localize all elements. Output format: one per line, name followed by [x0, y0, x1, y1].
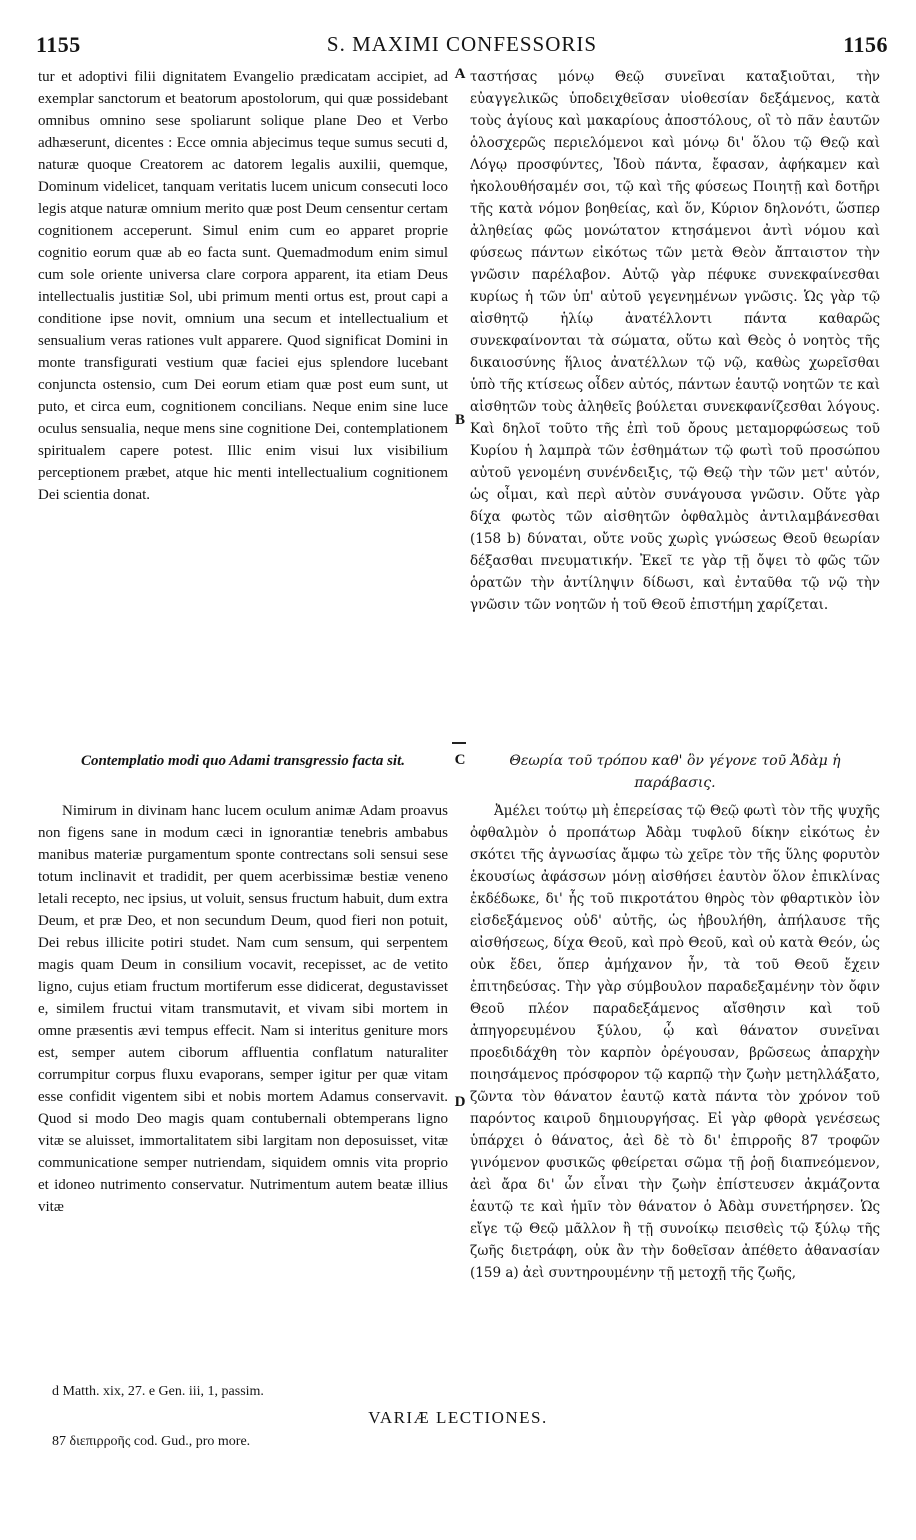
- latin-text-2: Nimirum in divinam hanc lucem oculum animæ Adam proavus non figens sane in modum cæci in ignorantiæ tenebris ambabus manibus materiæ purgamentum sponte contrectans soli sensui sese totum inclinavit et tradidit, per quem acerbissimæ bestiæ veneno letali recepto, nec ipsius, ut voluit, sensus fructum habuit, dum extra Deum, et præ Deo, et non secundum Deum, quod fieri non potuit, Dei rebus illicite potiri studet. Nam cum sensum, qui serpentem magis quam Deum in consilium vocavit, recepisset, ac de vetito ligno, cujus etiam fructum mortiferum esse didicerat, degustavisset e, similem fructui vitam transmutavit, et vivam sibi mortem in omne præsentis ævi tempus effecit. Nam si interitus geniture mors est, semper autem ciborum affluentia conflatum naturaliter corrumpitur corpus fluxu evaporans, semper igitur per quæ vitam esse confidit vigentem sibi et nobis mortem Adamus conservavit. Quod si modo Deo magis quam contubernali obtemperans ligno vitæ se aluisset, immortalitatem sibi largitam non deposuisset, vitæ communicatione semper nutriendam, siquidem omnis vita proprio et idoneo nutrimento conservatur. Nutrimentum autem beatæ illius vitæ: [38, 803, 448, 1215]
- margin-letter-b: B: [454, 412, 465, 428]
- page-header: [36, 32, 888, 68]
- greek-column-section-2: [470, 800, 880, 1380]
- margin-letter-d: D: [454, 1094, 466, 1110]
- latin-column-section-2: [38, 800, 448, 1380]
- greek-section-heading: Θεωρία τοῦ τρόπου καθ' ὃν γέγονε τοῦ Ἀδὰμ ἡ παράβασις.: [509, 753, 841, 791]
- section-divider: [452, 742, 466, 744]
- greek-text-2: Ἀμέλει τούτῳ μὴ ἐπερείσας τῷ Θεῷ φωτὶ τὸν τῆς ψυχῆς ὀφθαλμὸν ὁ προπάτωρ Ἀδὰμ τυφλοῦ δίκην εἰκότως ἐν σκότει τῆς ἀγνωσίας ἄμφω τὼ χεῖρε τὸν τῆς ὕλης φορυτὸν ἑκουσίως ἀφάσσων μόνῃ αἰσθήσει ἑαυτὸν ὅλον ἐπικλίνας ἐκδέδωκε, δι' ἧς τοῦ πικροτάτου θηρὸς τὸν φθαρτικὸν ἰὸν εἰσδεξάμενος οὐδ' αὐτῆς, ὡς ἠβουλήθη, ἀπήλαυσε τῆς αἰσθήσεως, δίχα Θεοῦ, καὶ πρὸ Θεοῦ, καὶ οὐ κατὰ Θεόν, ὡς οὐκ ἔδει, ὅπερ ἀμήχανον ἦν, τὰ τοῦ Θεοῦ ἔχειν ἐπιτηδεύσας. Τὴν γὰρ σύμβουλον παραδεξαμένην τὸν ὄφιν Θεοῦ πλέον παραδεξάμενος αἴσθησιν καὶ τοῦ ἀπηγορευμένου ξύλου, ᾧ καὶ θάνατον συνεῖναι προεδιδάχθη τὸν καρπὸν ὀρέγουσαν, βρῶσεως ἀπαρχὴν ποιησάμενος πρόσφορον τῷ καρπῷ τὴν ζωὴν μετηλλάξατο, ζῶντα τὸν θάνατον ἑαυτῷ κατὰ πάντα τὸν χρόνον τοῦ παρόντος καιροῦ δημιουργήσας. Εἰ γὰρ φθορὰ γενέσεως ὑπάρχει ὁ θάνατος, ἀεὶ δὲ τὸ δι' ἐπιρροῆς 87 τροφῶν γινόμενον φυσικῶς φθείρεται σῶμα τῇ ῥοῇ διαπνεόμενον, ἀεὶ ἄρα δι' ὧν εἶναι τὴν ζωὴν ἐπίστευσεν ἀκμάζοντα ἑαυτῷ τε καὶ ἡμῖν τὸν θάνατον ὁ Ἀδὰμ συνετήρησεν. Ὡς εἴγε τῷ Θεῷ μᾶλλον ἢ τῇ συνοίκῳ πεισθεὶς τῷ ξύλῳ τῆς ζωῆς διετράφη, οὐκ ἂν τὴν δοθεῖσαν ἀπέθετο ἀθανασίαν (159 a) ἀεὶ συντηρουμένην τῇ μετοχῇ τῆς ζωῆς,: [470, 803, 880, 1281]
- latin-column-section-1: [38, 66, 448, 706]
- latin-text-1: tur et adoptivi filii dignitatem Evangelio prædicatam accipiet, ad exemplar sanctorum et beatorum apostolorum, qui quæ possidebant omnibus omnino sese spoliarunt solique plane Deo et Verbo adhæserunt, dicentes : Ecce omnia abjecimus teque sumus secuti d, naturæ quoque Creatorem ac datorem legalis auxilii, quemque, Dominum videlicet, tanquam veritatis lucem unicum consecuti loco legis atque naturæ omnium merito quæ post Deum censentur certam cognitionem acceperunt. Simul enim cum eo apparet proprie cognitio eorum quæ ab eo facta sunt. Quemadmodum enim simul cum sole oriente universa clare corpora apparent, ita etiam Deus intellectualis justitiæ Sol, ubi primum menti ortus est, prout capi a conditione ipse novit, omnium una secum et intellectualium et sensualium veras rationes vult apparere. Quod significat Domini in monte transfigurati vestium quæ faciei ejus splendore lucebant conjuncta ostensio, cum Dei eorum etiam quæ post eum sunt, ut puto, et circa eum, cognitionem concilians. Neque enim sine luce oculus sensualia, neque mens sine cognitione Dei, contemplationem spiritualem capere potest. Illic enim visui lux visibilium perceptionem præbet, atque hic menti intellectualium cognitionem Dei scientia donat.: [38, 69, 448, 503]
- greek-text-1: ταστήσας μόνῳ Θεῷ συνεῖναι καταξιοῦται, τὴν εὐαγγελικῶς ὑποδειχθεῖσαν υἱοθεσίαν δεξάμενος, κατὰ τοὺς ἁγίους καὶ μακαρίους ἀποστόλους, οἳ τὸ πᾶν ἑαυτῶν ὁλοσχερῶς περιελόμενοι καὶ μόνῳ δι' ὅλου τῷ Θεῷ καὶ Λόγῳ προσφύντες, Ἰδοὺ πάντα, ἔφασαν, ἀφήκαμεν καὶ ἠκολουθήσαμέν σοι, τῷ καὶ τῆς φύσεως Ποιητῇ καὶ δοτῆρι τῆς κατὰ νόμον βοηθείας, καὶ ὅν, Κύριον δηλονότι, ὥσπερ ἀληθείας φῶς μονώτατον κτησάμενοι ἀντὶ νόμου καὶ φύσεως πάντων εἰκότως τῶν μετὰ Θεὸν ἄπταιστον τὴν γνῶσιν παρέλαβον. Αὐτῷ γὰρ πέφυκε συνεκφαίνεσθαι κυρίως ἡ τῶν ὑπ' αὐτοῦ γεγενημένων γνῶσις. Ὡς γὰρ τῷ αἰσθητῷ ἡλίῳ ἀνατέλλοντι πάντα καθαρῶς συνεκφαίνονται τὰ σώματα, οὕτω καὶ Θεὸς ὁ νοητὸς τῆς δικαιοσύνης ἥλιος ἀνατέλλων τῷ νῷ, καθὼς χωρεῖσθαι ὑπὸ τῆς κτίσεως οἶδεν αὐτός, πάντων ἑαυτῷ νοητῶν τε καὶ αἰσθητῶν τοὺς ἀληθεῖς βούλεται συνεκφανίζεσθαι λόγους. Καὶ δηλοῖ τοῦτο τῆς ἐπὶ τοῦ ὄρους μεταμορφώσεως τοῦ Κυρίου ἡ λαμπρὰ τῶν ἐσθημάτων τῷ φωτὶ τοῦ προσώπου αὐτοῦ γενομένη συνένδειξις, τῷ Θεῷ τὴν τῶν μετ' αὐτόν, ὡς οἶμαι, καὶ περὶ αὐτὸν συνάγουσα γνῶσιν. Οὔτε γὰρ δίχα φωτὸς τῶν αἰσθητῶν ὀφθαλμὸς ἀντιλαμβάνεσθαι (158 b) δύναται, οὔτε νοῦς χωρὶς γνώσεως Θεοῦ θεωρίαν δέξασθαι πνευματικήν. Ἐκεῖ τε γὰρ τῇ ὄψει τὸ φῶς τῶν ὁρατῶν τὴν ἀντίληψιν δίδωσι, καὶ ἐνταῦθα τῷ νῷ τὴν γνῶσιν τῶν νοητῶν ἡ τοῦ Θεοῦ ἐπιστήμη χαρίζεται.: [470, 69, 880, 613]
- variae-lectiones-text: 87 διεπιρροῆς cod. Gud., pro more.: [52, 1434, 251, 1449]
- margin-letter-a: A: [454, 66, 466, 82]
- greek-column-section-1: [470, 66, 880, 706]
- page-number-right: 1156: [843, 32, 888, 57]
- variae-lectiones-title: VARIÆ LECTIONES.: [368, 1408, 548, 1427]
- latin-section-heading: Contemplatio modi quo Adami transgressio facta sit.: [80, 753, 406, 769]
- page-number-left: 1155: [36, 32, 81, 57]
- margin-letter-c: C: [454, 752, 466, 768]
- running-title: S. MAXIMI CONFESSORIS: [326, 32, 598, 56]
- footnotes: d Matth. xix, 27. e Gen. iii, 1, passim.: [52, 1384, 264, 1399]
